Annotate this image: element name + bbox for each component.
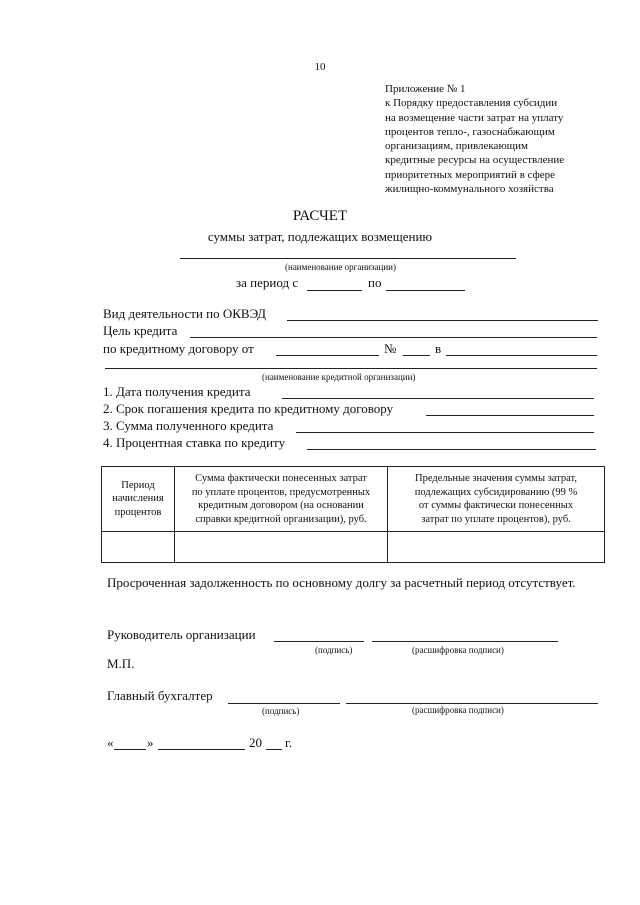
header-period-line: начисления — [112, 493, 164, 505]
header-actual-costs-line: кредитным договором (на основании — [198, 500, 364, 511]
head-label: Руководитель организации — [107, 627, 256, 642]
credit-date-field[interactable] — [282, 398, 594, 399]
credit-org-caption: (наименование кредитной организации) — [262, 372, 416, 382]
period-from-field[interactable] — [307, 290, 362, 291]
header-subsidy-limit-line: Предельные значения суммы затрат, — [415, 473, 577, 484]
date-year-prefix: 20 — [249, 735, 262, 750]
date-day-field[interactable] — [114, 749, 146, 750]
credit-amount-field[interactable] — [296, 432, 594, 433]
header-subsidy-limit-line: от суммы фактически понесенных — [418, 500, 574, 511]
item-credit-date: 1. Дата получения кредита — [103, 384, 251, 399]
annex-block — [385, 82, 615, 196]
accountant-label: Главный бухгалтер — [107, 688, 213, 703]
accountant-signature-field[interactable] — [228, 703, 340, 704]
org-name-caption: (наименование организации) — [285, 262, 396, 272]
credit-purpose-label: Цель кредита — [103, 323, 178, 338]
date-open-quote: « — [107, 735, 114, 750]
contract-bank-field[interactable] — [446, 355, 597, 356]
date-year-field[interactable] — [266, 749, 282, 750]
page-number: 10 — [314, 61, 326, 73]
annex-line: на возмещение части затрат на уплату — [385, 111, 564, 124]
annex-line: жилищно-коммунального хозяйства — [385, 183, 554, 196]
header-period-line: Период — [121, 479, 155, 491]
annex-line: приоритетных мероприятий в сфере — [385, 168, 556, 181]
header-subsidy-limit — [388, 467, 605, 532]
date-month-field[interactable] — [158, 749, 245, 750]
date-close-quote: » — [147, 735, 154, 750]
annex-line: Приложение № 1 — [385, 83, 466, 95]
interest-rate-field[interactable] — [307, 449, 596, 450]
table-row — [102, 532, 605, 563]
document-title: РАСЧЕТ — [292, 208, 348, 224]
calculation-table — [101, 466, 605, 563]
okved-label: Вид деятельности по ОКВЭД — [103, 306, 266, 321]
stamp-label: М.П. — [107, 656, 135, 671]
header-subsidy-limit-line: подлежащих субсидированию (99 % — [414, 486, 578, 498]
period-to-label: по — [368, 275, 382, 290]
cell-period[interactable] — [102, 532, 175, 563]
accountant-decode-field[interactable] — [346, 703, 598, 704]
header-actual-costs-line: по уплате процентов, предусмотренных — [191, 486, 371, 498]
accountant-signature-caption: (подпись) — [262, 706, 300, 716]
accountant-decode-caption: (расшифровка подписи) — [412, 705, 504, 715]
annex-line: к Порядку предоставления субсидии — [385, 97, 558, 110]
item-interest-rate: 4. Процентная ставка по кредиту — [103, 435, 286, 450]
org-name-line[interactable] — [180, 258, 516, 259]
annex-line: кредитные ресурсы на осуществление — [385, 154, 565, 167]
head-decode-field[interactable] — [372, 641, 558, 642]
contract-in-label: в — [435, 341, 442, 356]
repayment-term-field[interactable] — [426, 415, 594, 416]
item-repayment-term: 2. Срок погашения кредита по кредитному договору — [103, 401, 394, 416]
credit-org-line[interactable] — [105, 368, 597, 369]
date-year-suffix: г. — [285, 735, 293, 750]
period-to-field[interactable] — [386, 290, 465, 291]
header-subsidy-limit-line: затрат по уплате процентов), руб. — [421, 513, 571, 525]
head-signature-field[interactable] — [274, 641, 364, 642]
head-decode-caption: (расшифровка подписи) — [412, 645, 504, 655]
contract-number-label: № — [384, 341, 397, 356]
period-from-label: за период с — [236, 275, 299, 290]
header-actual-costs — [175, 467, 388, 532]
header-actual-costs-line: справки кредитной организации), руб. — [195, 513, 367, 525]
cell-actual-costs[interactable] — [175, 532, 388, 563]
contract-date-field[interactable] — [276, 355, 379, 356]
header-actual-costs-line: Сумма фактически понесенных затрат — [195, 473, 367, 484]
credit-purpose-field[interactable] — [190, 337, 597, 338]
contract-number-field[interactable] — [403, 355, 430, 356]
annex-line: организациям, привлекающим — [385, 140, 528, 153]
cell-subsidy-limit[interactable] — [388, 532, 605, 563]
contract-label: по кредитному договору от — [103, 341, 254, 356]
header-period-line: процентов — [114, 506, 162, 518]
item-credit-amount: 3. Сумма полученного кредита — [103, 418, 274, 433]
table-header-row — [102, 467, 605, 532]
okved-field[interactable] — [287, 320, 598, 321]
head-signature-caption: (подпись) — [315, 645, 353, 655]
document-subtitle: суммы затрат, подлежащих возмещению — [207, 229, 433, 244]
header-period — [102, 467, 175, 532]
overdue-statement: Просроченная задолженность по основному долгу за расчетный период отсутствует. — [107, 575, 576, 590]
annex-line: процентов тепло-, газоснабжающим — [385, 125, 555, 138]
